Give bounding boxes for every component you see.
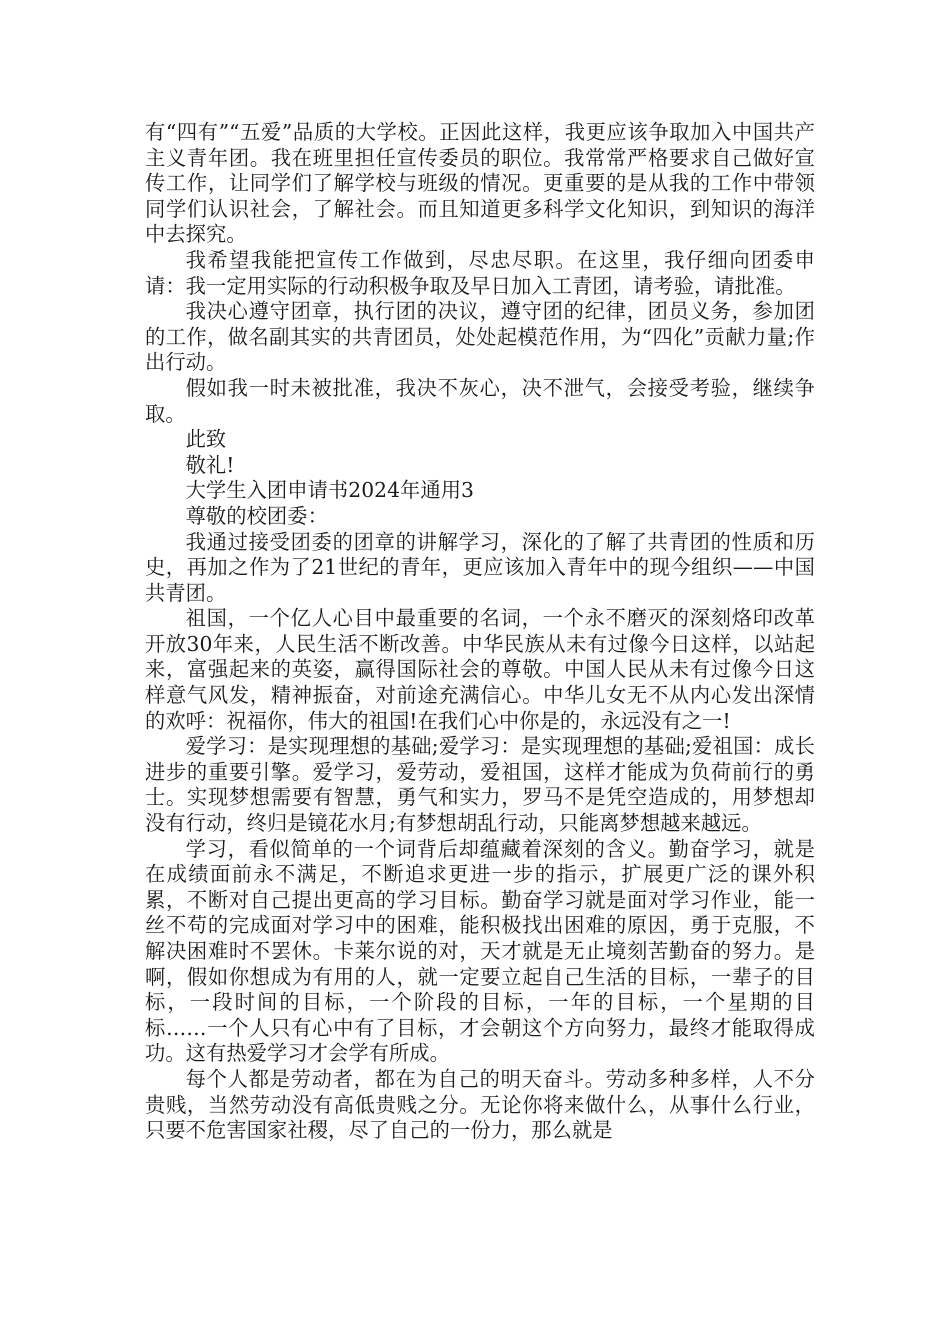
paragraph: 我希望我能把宣传工作做到，尽忠尽职。在这里，我仔细向团委申请：我一定用实际的行动积极争取及早日加入工青团，请考验，请批准。 <box>145 247 815 298</box>
paragraph: 我决心遵守团章，执行团的决议，遵守团的纪律，团员义务，参加团的工作，做名副其实的共青团员，处处起模范作用，为“四化”贡献力量;作出行动。 <box>145 299 815 375</box>
salutation-closing: 此致 <box>185 427 227 452</box>
section-title: 大学生入团申请书2024年通用3 <box>185 478 475 503</box>
salutation-regards: 敬礼! <box>185 452 235 477</box>
paragraph: 祖国，一个亿人心目中最重要的名词，一个永不磨灭的深刻烙印改革开放30年来，人民生活不断改善。中华民族从未有过像今日这样，以站起来，富强起来的英姿，赢得国际社会的尊敬。中国人民从未有过像今日这样意气风发，精神振奋，对前途充满信心。中华儿女无不从内心发出深情的欢呼：祝福你，伟大的祖国!在我们心中你是的，永远没有之一! <box>145 606 815 733</box>
letter-greeting: 尊敬的校团委： <box>185 503 328 528</box>
paragraph: 爱学习：是实现理想的基础;爱学习：是实现理想的基础;爱祖国：成长进步的重要引擎。爱学习，爱劳动，爱祖国，这样才能成为负荷前行的勇士。实现梦想需要有智慧，勇气和实力，罗马不是凭空造成的，用梦想却没有行动，终归是镜花水月;有梦想胡乱行动，只能离梦想越来越远。 <box>145 734 815 836</box>
paragraph: 学习，看似简单的一个词背后却蕴藏着深刻的含义。勤奋学习，就是在成绩面前永不满足，不断追求更进一步的指示，扩展更广泛的课外积累，不断对自己提出更高的学习目标。勤奋学习就是面对学习作业，能一丝不苟的完成面对学习中的困难，能积极找出困难的原因，勇于克服，不解决困难时不罢休。卡莱尔说的对，天才就是无止境刻苦勤奋的努力。是啊，假如你想成为有用的人，就一定要立起自己生活的目标，一辈子的目标，一段时间的目标，一个阶段的目标，一年的目标，一个星期的目标……一个人只有心中有了目标，才会朝这个方向努力，最终才能取得成功。这有热爱学习才会学有所成。 <box>145 836 815 1066</box>
document-body <box>145 120 815 1144</box>
paragraph: 每个人都是劳动者，都在为自己的明天奋斗。劳动多种多样，人不分贵贱，当然劳动没有高低贵贱之分。无论你将来做什么，从事什么行业，只要不危害国家社稷，尽了自己的一份力，那么就是 <box>145 1066 815 1143</box>
paragraph: 我通过接受团委的团章的讲解学习，深化的了解了共青团的性质和历史，再加之作为了21世纪的青年，更应该加入青年中的现今组织——中国共青团。 <box>145 529 815 605</box>
paragraph: 有“四有”“五爱”品质的大学校。正因此这样，我更应该争取加入中国共产主义青年团。我在班里担任宣传委员的职位。我常常严格要求自己做好宣传工作，让同学们了解学校与班级的情况。更重要的是从我的工作中带领同学们认识社会，了解社会。而且知道更多科学文化知识，到知识的海洋中去探究。 <box>145 120 815 247</box>
paragraph: 假如我一时未被批准，我决不灰心，决不泄气，会接受考验，继续争取。 <box>145 375 815 426</box>
